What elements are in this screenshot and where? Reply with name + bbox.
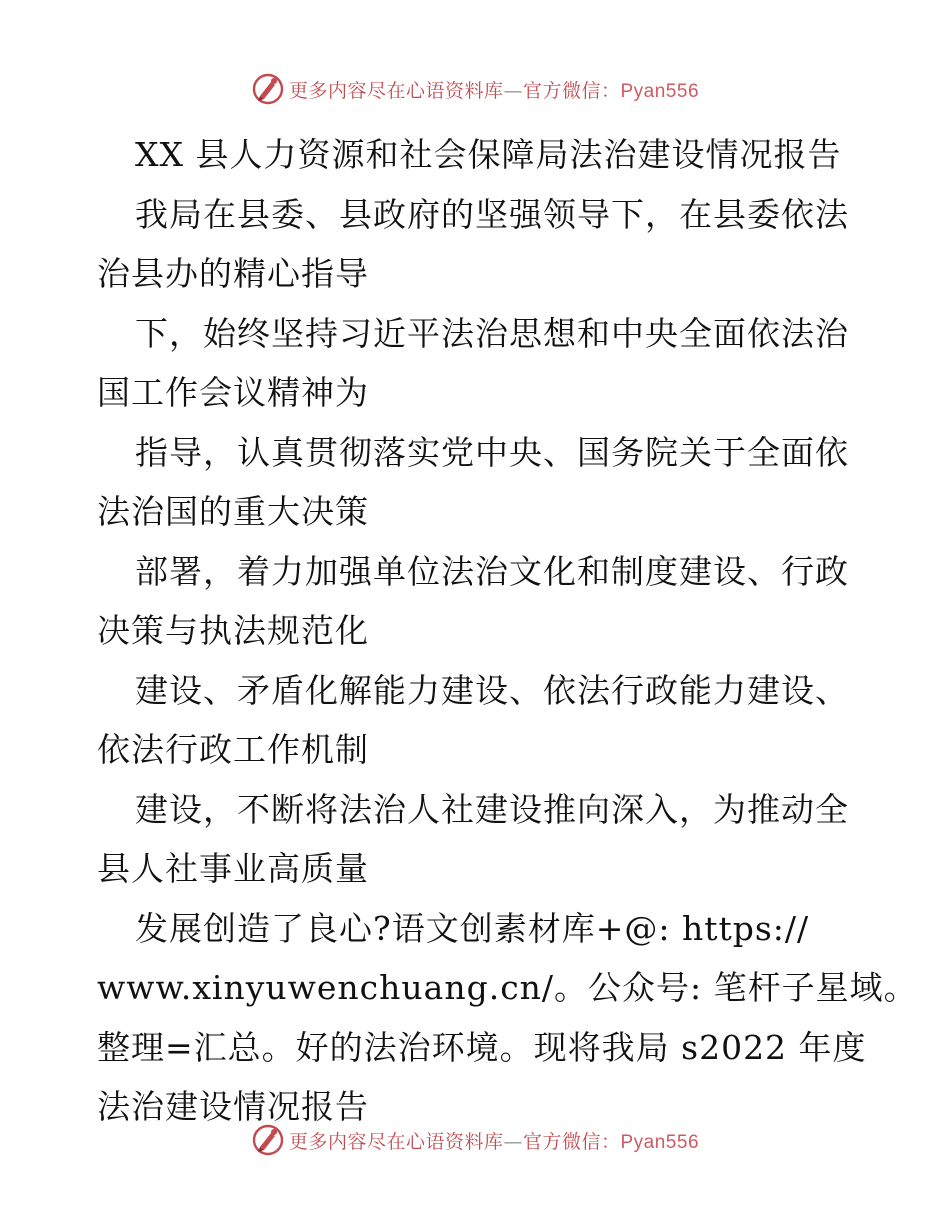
watermark-suffix: 官方微信：: [522, 79, 621, 102]
text-line: 下，始终坚持习近平法治思想和中央全面依法治: [135, 313, 849, 353]
document-title: XX 县人力资源和社会保障局法治建设情况报告: [135, 135, 842, 174]
text-line: 法治国的重大决策: [97, 492, 369, 531]
watermark-separator: —: [503, 1130, 523, 1153]
text-line: 建设，不断将法治人社建设推向深入，为推动全: [135, 789, 849, 829]
text-line: 县人社事业高质量: [97, 849, 369, 888]
text-line: www.xinyuwenchuang.cn/。公众号: 笔杆子星域。: [97, 968, 918, 1007]
text-line: 决策与执法规范化: [97, 611, 369, 650]
watermark-suffix: 官方微信：: [522, 1130, 621, 1153]
header-watermark-banner: [0, 69, 950, 109]
text-line: 国工作会议精神为: [97, 373, 369, 412]
watermark-main: 更多内容尽在心语资料库: [288, 79, 504, 102]
document-body: [97, 125, 918, 1137]
text-line: 整理=汇总。好的法治环境。现将我局 s2022 年度: [97, 1027, 867, 1067]
footer-watermark-banner: [0, 1120, 950, 1160]
text-line: 指导，认真贯彻落实党中央、国务院关于全面依: [135, 432, 849, 472]
text-line: 部署，着力加强单位法治文化和制度建设、行政: [135, 551, 849, 591]
watermark-wechat-id: Pyan556: [620, 1131, 700, 1153]
text-line: 我局在县委、县政府的坚强领导下，在县委依法: [135, 194, 849, 234]
text-line: 依法行政工作机制: [97, 730, 369, 769]
text-line: 法治建设情况报告: [97, 1087, 369, 1126]
watermark-text: [289, 76, 699, 103]
watermark-text: [289, 1127, 699, 1154]
pen-logo-icon: [251, 72, 285, 106]
text-line: 治县办的精心指导: [97, 254, 369, 293]
text-line: 建设、矛盾化解能力建设、依法行政能力建设、: [135, 670, 849, 710]
watermark-separator: —: [503, 79, 523, 102]
pen-logo-icon: [251, 1123, 285, 1157]
text-line: 发展创造了良心?语文创素材库+@: https://: [135, 908, 810, 948]
watermark-main: 更多内容尽在心语资料库: [288, 1130, 504, 1153]
watermark-wechat-id: Pyan556: [620, 80, 700, 102]
